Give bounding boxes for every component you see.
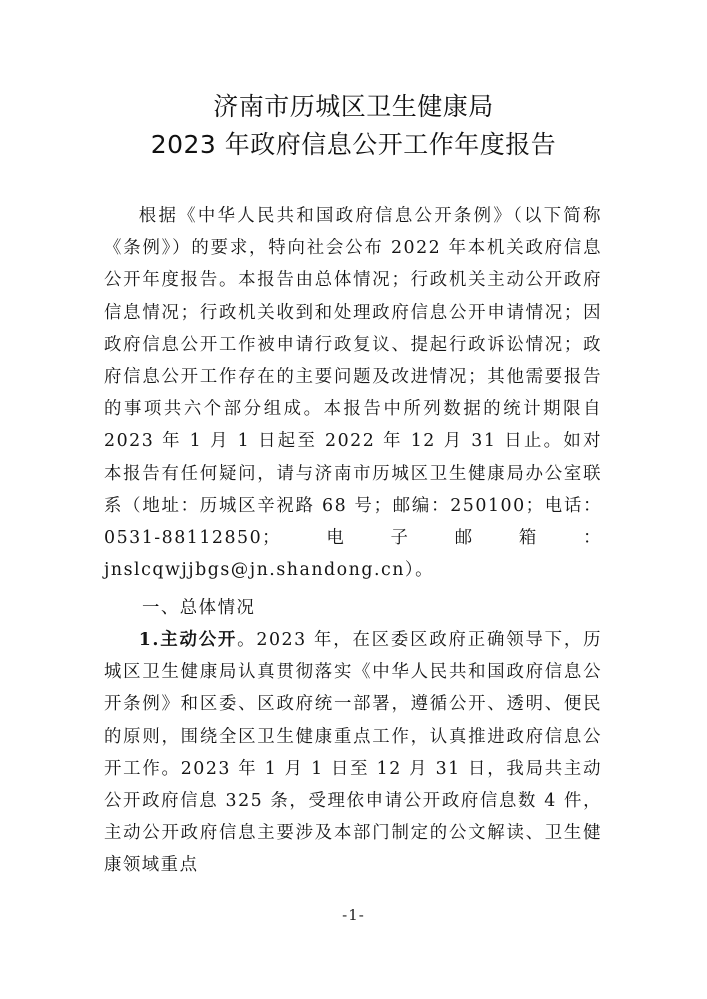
- document-title-line-1: 济南市历城区卫生健康局: [213, 92, 494, 121]
- page-number: -1-: [342, 906, 365, 924]
- intro-paragraph: 根据《中华人民共和国政府信息公开条例》（以下简称《条例》）的要求，特向社会公布 2022 年本机关政府信息公开年度报告。本报告由总体情况；行政机关主动公开政府信息情况；行政机关收到和处理政府信息公开申请情况；因政府信息公开工作被申请行政复议、提起行政诉讼情况；政府信息公开工作存在的主要问题及改进情况；其他需要报告的事项共六个部分组成。本报告中所列数据的统计期限自 2023 年 1 月 1 日起至 2022 年 12 月 31 日止。如对本报告有任何疑问，请与济南市历城区卫生健康局办公室联系（地址：历城区辛祝路 68 号；邮编：250100；电话：0531-88112850；电子邮箱：jnslcqwjjbgs@jn.shandong.cn）。: [104, 206, 602, 581]
- document-title-line-2: 2023 年政府信息公开工作年度报告: [150, 130, 557, 159]
- paragraph-label: 1.主动公开: [138, 630, 238, 650]
- section-1-paragraph-1: [104, 624, 602, 882]
- paragraph-text: 。2023 年，在区委区政府正确领导下，历城区卫生健康局认真贯彻落实《中华人民共和国政府信息公开条例》和区委、区政府统一部署，遵循公开、透明、便民的原则，围绕全区卫生健康重点工作，认真推进政府信息公开工作。2023 年 1 月 1 日至 12 月 31 日，我局共主动公开政府信息 325 条，受理依申请公开政府信息数 4 件，主动公开政府信息主要涉及本部门制定的公文解读、卫生健康领域重点: [104, 630, 602, 876]
- section-heading-overview: 一、总体情况: [142, 598, 256, 618]
